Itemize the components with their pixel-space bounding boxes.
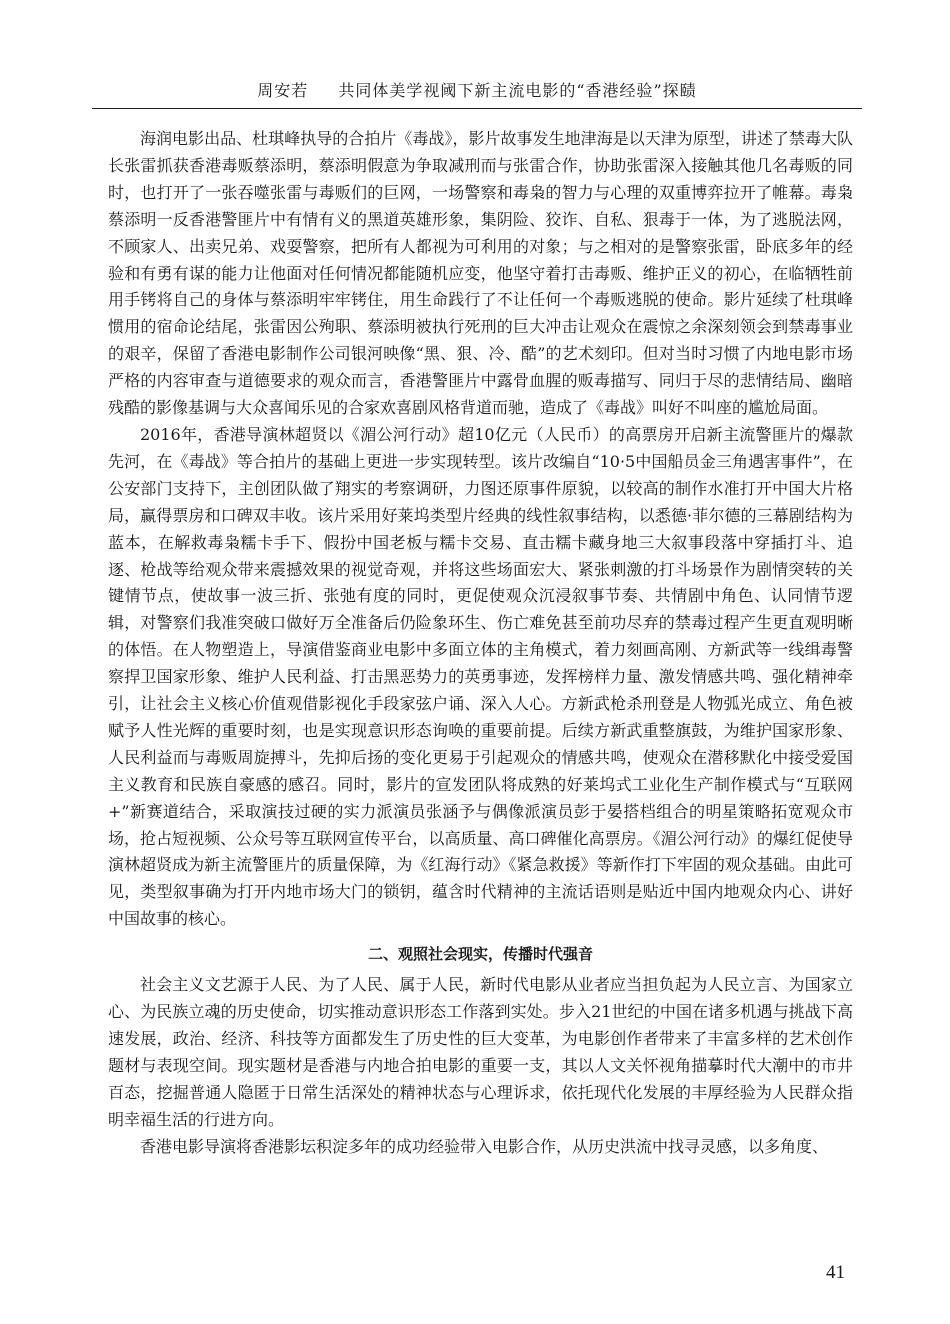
header-article-title: 共同体美学视阈下新主流电影的“香港经验”探赜 (338, 81, 697, 100)
body-paragraph: 海润电影出品、杜琪峰执导的合拍片《毒战》，影片故事发生地津海是以天津为原型，讲述了禁毒大队长张雷抓获香港毒贩蔡添明，蔡添明假意为争取减刑而与张雷合作，协助张雷深入接触其他几名毒贩的同时，也打开了一张吞噬张雷与毒贩们的巨网，一场警察和毒枭的智力与心理的双重博弈拉开了帷幕。毒枭蔡添明一反香港警匪片中有情有义的黑道英雄形象，集阴险、狡诈、自私、狠毒于一体，为了逃脱法网，不顾家人、出卖兄弟、戏耍警察，把所有人都视为可利用的对象；与之相对的是警察张雷，卧底多年的经验和有勇有谋的能力让他面对任何情况都能随机应变，他坚守着打击毒贩、维护正义的初心，在临牺牲前用手铐将自己的身体与蔡添明牢牢铐住，用生命践行了不让任何一个毒贩逃脱的使命。影片延续了杜琪峰惯用的宿命论结尾，张雷因公殉职、蔡添明被执行死刑的巨大冲击让观众在震惊之余深刻领会到禁毒事业的艰辛，保留了香港电影制作公司银河映像“黑、狠、冷、酷”的艺术刻印。但对当时习惯了内地电影市场严格的内容审查与道德要求的观众而言，香港警匪片中露骨血腥的贩毒描写、同归于尽的悲情结局、幽暗残酷的影像基调与大众喜闻乐见的合家欢喜剧风格背道而驰，造成了《毒战》叫好不叫座的尴尬局面。 (108, 129, 853, 418)
body-paragraph: 2016年，香港导演林超贤以《湄公河行动》超10亿元（人民币）的高票房开启新主流警匪片的爆款先河，在《毒战》等合拍片的基础上更进一步实现转型。该片改编自“10·5中国船员金三角遇害事件”，在公安部门支持下，主创团队做了翔实的考察调研，力图还原事件原貌，以较高的制作水准打开中国大片格局，赢得票房和口碑双丰收。该片采用好莱坞类型片经典的线性叙事结构，以悉德·菲尔德的三幕剧结构为蓝本，在解救毒枭糯卡手下、假扮中国老板与糯卡交易、直击糯卡藏身地三大叙事段落中穿插打斗、追逐、枪战等给观众带来震撼效果的视觉奇观，并将这些场面宏大、紧张刺激的打斗场景作为剧情突转的关键情节点，使故事一波三折、张弛有度的同时，更促使观众沉浸叙事节奏、共情剧中角色、认同情节逻辑，对警察们我准突破口做好万全准备后仍险象环生、伤亡难免甚至前功尽弃的禁毒过程产生更直观明晰的体悟。在人物塑造上，导演借鉴商业电影中多面立体的主角模式，着力刻画高刚、方新武等一线缉毒警察捍卫国家形象、维护人民利益、打击黑恶势力的英勇事迹，发挥榜样力量、激发情感共鸣、强化精神牵引，让社会主义核心价值观借影视化手段家弦户诵、深入人心。方新武枪杀刑登是人物弧光成立、角色被赋予人性光辉的重要时刻，也是实现意识形态询唤的重要前提。后续方新武重整旗鼓，为维护国家形象、人民利益而与毒贩周旋搏斗，先抑后扬的变化更易于引起观众的情感共鸣，使观众在潜移默化中接受爱国主义教育和民族自豪感的感召。同时，影片的宣发团队将成熟的好莱坞式工业化生产制作模式与“互联网+”新赛道结合，采取演技过硬的实力派演员张涵予与偶像派演员彭于晏搭档组合的明星策略拓宽观众市场，抢占短视频、公众号等互联网宣传平台，以高质量、高口碑催化高票房。《湄公河行动》的爆红促使导演林超贤成为新主流警匪片的质量保障，为《红海行动》《紧急救援》等新作打下牢固的观众基础。由此可见，类型叙事确为打开内地市场大门的锁钥，蕴含时代精神的主流话语则是贴近中国内地观众内心、讲好中国故事的核心。 (108, 424, 853, 929)
page-number: 41 (826, 1262, 845, 1283)
section-heading: 二、观照社会现实，传播时代强音 (367, 945, 593, 964)
running-header (92, 78, 862, 101)
header-author: 周安若 (257, 81, 309, 100)
header-rule (92, 108, 862, 109)
body-paragraph: 香港电影导演将香港影坛积淀多年的成功经验带入电影合作，从历史洪流中找寻灵感，以多角度、 (140, 1136, 829, 1156)
article-body (108, 126, 853, 1160)
body-paragraph: 社会主义文艺源于人民、为了人民、属于人民，新时代电影从业者应当担负起为人民立言、为国家立心、为民族立魂的历史使命，切实推动意识形态工作落到实处。步入21世纪的中国在诸多机遇与挑战下高速发展，政治、经济、科技等方面都发生了历史性的巨大变革，为电影创作者带来了丰富多样的艺术创作题材与表现空间。现实题材是香港与内地合拍电影的重要一支，其以人文关怀视角描摹时代大潮中的市井百态，挖掘普通人隐匿于日常生活深处的精神状态与心理诉求，依托现代化发展的丰厚经验为人民群众指明幸福生活的行进方向。 (108, 975, 853, 1129)
